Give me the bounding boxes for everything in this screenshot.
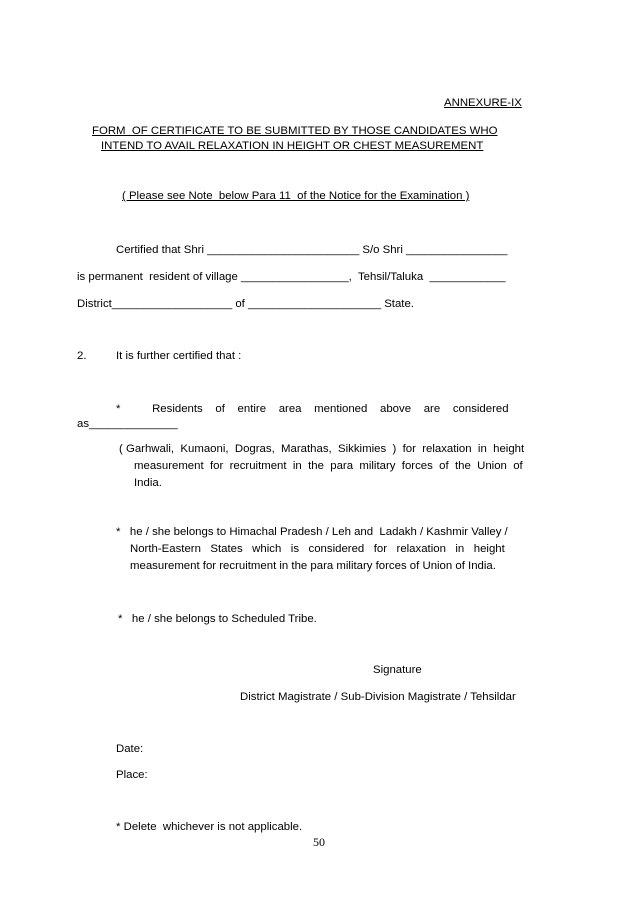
clause-1-line1: * Residents of entire area mentioned above are considered	[116, 403, 509, 415]
date-label: Date:	[116, 743, 144, 755]
page-number: 50	[313, 835, 325, 849]
footnote: * Delete whichever is not applicable.	[116, 821, 303, 833]
clause-2-line2: North-Eastern States which is considered for relaxation in height	[130, 543, 505, 555]
certify-line-1: Certified that Shri ________________________ S/o Shri ________________	[116, 244, 508, 256]
clause-1-body3: India.	[134, 477, 162, 489]
certify-line-3: District___________________ of _____________________ State.	[77, 298, 414, 310]
form-title-line1: FORM OF CERTIFICATE TO BE SUBMITTED BY THOSE CANDIDATES WHO	[92, 125, 498, 137]
signature-designation: District Magistrate / Sub-Division Magistrate / Tehsildar	[240, 691, 516, 703]
clause-1-line2: as______________	[77, 418, 178, 430]
signature-label: Signature	[373, 664, 422, 676]
clause-2-line3: measurement for recruitment in the para military forces of Union of India.	[130, 560, 496, 572]
certify-line-2: is permanent resident of village _________________, Tehsil/Taluka ____________	[77, 271, 506, 283]
item-2-text: It is further certified that :	[116, 350, 242, 362]
clause-2-line1: * he / she belongs to Himachal Pradesh / Leh and Ladakh / Kashmir Valley /	[116, 526, 508, 538]
clause-1-body1: ( Garhwali, Kumaoni, Dogras, Marathas, Sikkimies ) for relaxation in height	[119, 443, 525, 455]
clause-3: * he / she belongs to Scheduled Tribe.	[118, 613, 317, 625]
place-label: Place:	[116, 769, 148, 781]
annexure-label: ANNEXURE-IX	[444, 97, 522, 109]
form-title-line2: INTEND TO AVAIL RELAXATION IN HEIGHT OR CHEST MEASUREMENT	[101, 140, 484, 152]
clause-1-body2: measurement for recruitment in the para military forces of the Union of	[134, 460, 523, 472]
item-2-number: 2.	[77, 350, 87, 362]
note-reference: ( Please see Note below Para 11 of the Notice for the Examination )	[122, 190, 470, 202]
